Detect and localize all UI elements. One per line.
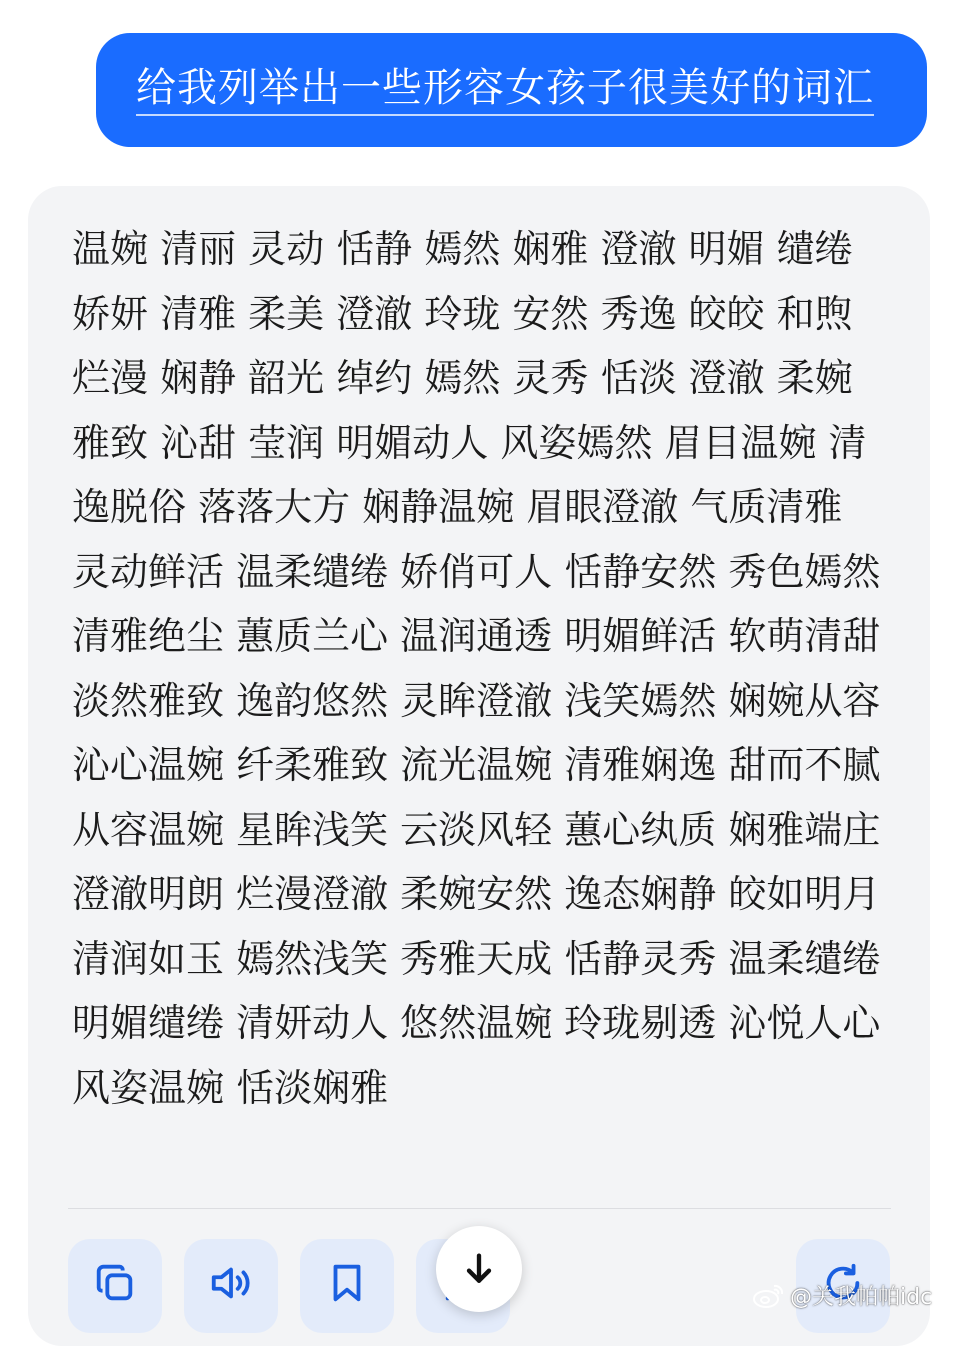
weibo-logo-icon — [752, 1282, 786, 1310]
divider — [68, 1208, 891, 1209]
speaker-icon — [208, 1260, 254, 1306]
watermark — [752, 1280, 932, 1311]
user-message-text[interactable]: 给我列举出一些形容女孩子很美好的词汇 — [136, 64, 874, 116]
user-message-bubble — [96, 33, 927, 147]
watermark-text: @关我帕帕idc — [790, 1285, 933, 1310]
copy-icon — [92, 1260, 138, 1306]
read-aloud-button[interactable] — [184, 1239, 278, 1333]
bookmark-icon — [324, 1260, 370, 1306]
assistant-reply-text: 温婉 清丽 灵动 恬静 嫣然 娴雅 澄澈 明媚 缱绻 娇妍 清雅 柔美 澄澈 玲珑 安然 秀逸 皎皎 和煦 烂漫 娴静 韶光 绰约 嫣然 灵秀 恬淡 澄澈 柔婉 雅致 沁甜 莹润 明媚动人 风姿嫣然 眉目温婉 清逸脱俗 落落大方 娴静温婉 眉眼澄澈 气质清雅 灵动鲜活 温柔缱绻 娇俏可人 恬静安然 秀色嫣然 清雅绝尘 蕙质兰心 温润通透 明媚鲜活 软萌清甜 淡然雅致 逸韵悠然 灵眸澄澈 浅笑嫣然 娴婉从容 沁心温婉 纤柔雅致 流光温婉 清雅娴逸 甜而不腻 从容温婉 星眸浅笑 云淡风轻 蕙心纨质 娴雅端庄 澄澈明朗 烂漫澄澈 柔婉安然 逸态娴静 皎如明月 清润如玉 嫣然浅笑 秀雅天成 恬静灵秀 温柔缱绻 明媚缱绻 清妍动人 悠然温婉 玲珑剔透 沁悦人心 风姿温婉 恬淡娴雅 — [72, 227, 881, 1110]
copy-button[interactable] — [68, 1239, 162, 1333]
arrow-down-icon — [459, 1249, 499, 1289]
scroll-to-bottom-button[interactable] — [436, 1226, 522, 1312]
bookmark-button[interactable] — [300, 1239, 394, 1333]
